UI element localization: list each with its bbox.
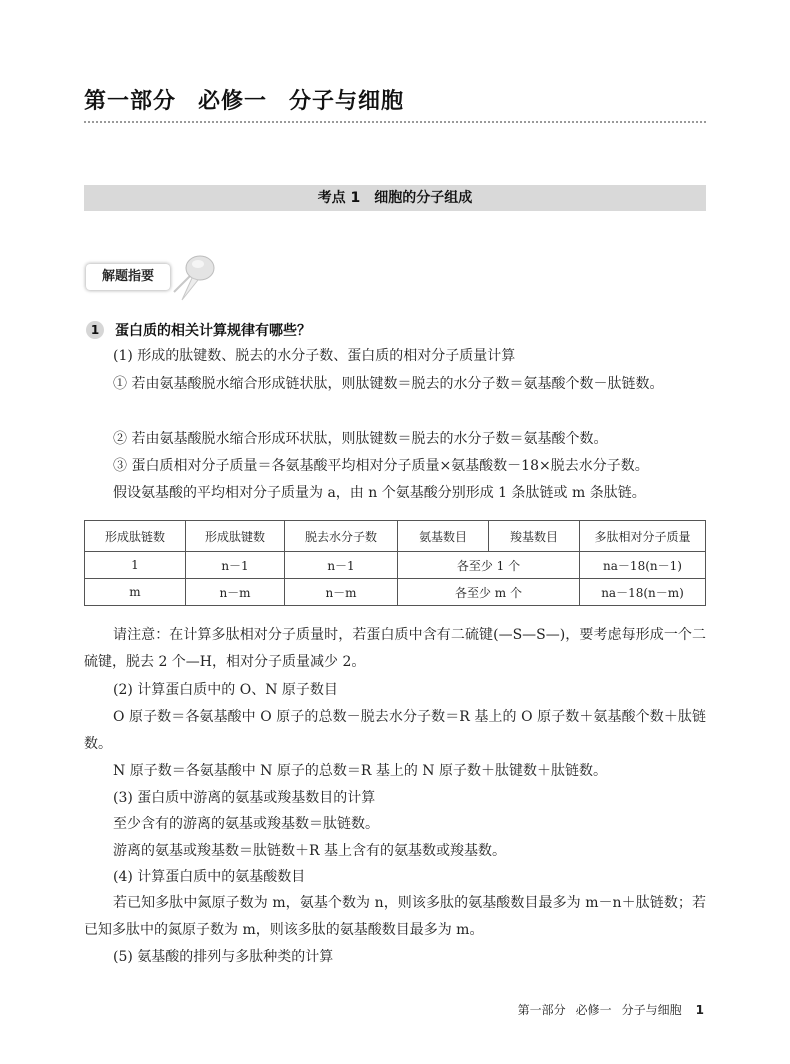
topic-label: 分子与细胞 [289,89,405,114]
table-header-cell: 氨基数目 [398,521,489,552]
table-cell: na－18(n－m) [580,579,706,606]
paragraph: ① 若由氨基酸脱水缩合形成链状肽，则肽键数＝脱去的水分子数＝氨基酸个数－肽链数。 [113,376,664,392]
page-title [84,84,404,115]
paragraph: (1) 形成的肽键数、脱去的水分子数、蛋白质的相对分子质量计算 [113,348,516,364]
paragraph: N 原子数＝各氨基酸中 N 原子的总数＝R 基上的 N 原子数＋肽键数＋肽链数。 [113,763,607,779]
footer-title: 分子与细胞 [621,1003,682,1017]
table-header-cell: 脱去水分子数 [285,521,398,552]
dotted-divider [84,121,706,123]
paragraph: 至少含有的游离的氨基或羧基数＝肽链数。 [113,816,379,832]
pushpin-icon [170,248,218,304]
table-cell: n－1 [186,552,285,579]
table-header-row [85,521,706,552]
paragraph: (5) 氨基酸的排列与多肽种类的计算 [113,949,334,965]
table-header-cell: 多肽相对分子质量 [580,521,706,552]
page-footer [518,1001,704,1018]
table-cell: n－m [186,579,285,606]
table-cell: 1 [85,552,186,579]
paragraph: ② 若由氨基酸脱水缩合形成环状肽，则肽键数＝脱去的水分子数＝氨基酸个数。 [113,431,608,447]
question-title: 蛋白质的相关计算规律有哪些？ [115,323,311,339]
table-cell: n－m [285,579,398,606]
table-row [85,579,706,606]
paragraph: 假设氨基酸的平均相对分子质量为 a，由 n 个氨基酸分别形成 1 条肽链或 m 条肽链。 [113,485,646,501]
paragraph: (2) 计算蛋白质中的 O、N 原子数目 [113,682,338,698]
table-cell: n－1 [285,552,398,579]
part-label: 第一部分 [84,89,177,114]
table-header-cell: 形成肽链数 [85,521,186,552]
paragraph: O 原子数＝各氨基酸中 O 原子的总数－脱去水分子数＝R 基上的 O 原子数＋氨基酸个数＋肽链数。 [84,709,706,752]
table-cell: 各至少 1 个 [398,552,580,579]
paragraph: 若已知多肽中氮原子数为 m，氨基个数为 n，则该多肽的氨基酸数目最多为 m－n＋肽链数；若已知多肽中的氮原子数为 m，则该多肽的氨基酸数目最多为 m。 [84,895,706,938]
guide-label: 解题指要 [86,264,170,290]
footer-book: 必修一 [575,1003,612,1017]
footer-part: 第一部分 [517,1003,566,1017]
page-number: 1 [695,1003,704,1017]
table-cell: 各至少 m 个 [398,579,580,606]
paragraph: 请注意：在计算多肽相对分子质量时，若蛋白质中含有二硫键(—S—S—)，要考虑每形成一个二硫键，脱去 2 个—H，相对分子质量减少 2。 [84,627,706,670]
table-cell: m [85,579,186,606]
table-header-cell: 羧基数目 [489,521,580,552]
paragraph: ③ 蛋白质相对分子质量＝各氨基酸平均相对分子质量×氨基酸数－18×脱去水分子数。 [113,458,649,474]
paragraph: (4) 计算蛋白质中的氨基酸数目 [113,869,306,885]
question-number-badge: 1 [86,321,104,339]
table-cell: na－18(n－1) [580,552,706,579]
paragraph: (3) 蛋白质中游离的氨基或羧基数目的计算 [113,790,376,806]
table-header-cell: 形成肽键数 [186,521,285,552]
peptide-table [84,520,706,606]
book-label: 必修一 [198,89,268,114]
table-row [85,552,706,579]
section-header: 考点 1 细胞的分子组成 [84,185,706,211]
paragraph: 游离的氨基或羧基数＝肽链数＋R 基上含有的氨基数或羧基数。 [113,843,506,859]
